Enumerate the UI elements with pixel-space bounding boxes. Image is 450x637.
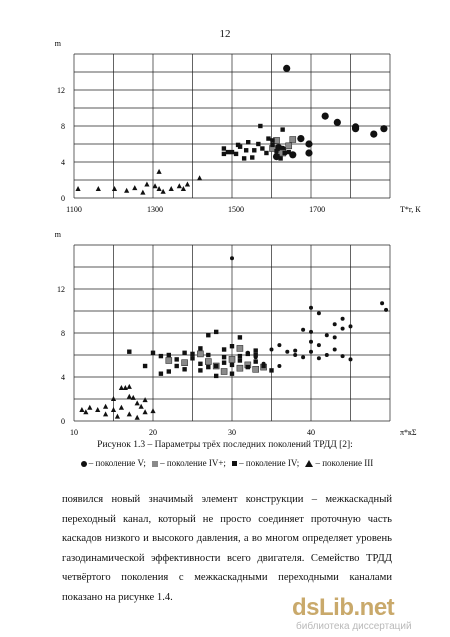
watermark-subtitle: библиотека диссертаций (296, 621, 412, 632)
data-point-square (222, 361, 226, 365)
data-point-triangle (75, 186, 80, 191)
data-point-triangle (135, 400, 140, 405)
data-point-square (175, 357, 179, 361)
data-point-square (230, 363, 234, 367)
x-tick-label: 1500 (228, 205, 245, 214)
data-point-triangle (156, 186, 161, 191)
data-point-circle (285, 350, 289, 354)
legend-gen-iii: – поколение III (315, 458, 374, 468)
data-point-circle (370, 131, 377, 138)
data-point-square (246, 365, 250, 369)
series-triangle (79, 384, 155, 420)
data-point-square (222, 347, 226, 351)
x-tick-label: 10 (70, 428, 78, 437)
y-tick-label: 0 (61, 194, 65, 203)
data-point-circle (333, 348, 337, 352)
data-point-circle (341, 354, 345, 358)
series-triangle (75, 169, 202, 195)
data-point-square (269, 368, 273, 372)
data-point-triangle (144, 182, 149, 187)
data-point-square (151, 351, 155, 355)
x-tick-label: 1700 (309, 205, 326, 214)
data-point-square (206, 333, 210, 337)
data-point-circle (341, 317, 345, 321)
data-point-circle (230, 256, 234, 260)
legend-gen-iv-plus: – поколение IV+; (160, 458, 226, 468)
data-point-triangle (127, 394, 132, 399)
data-point-circle (301, 328, 305, 332)
data-point-square (159, 372, 163, 376)
data-point-square (238, 145, 242, 149)
data-point-square (182, 367, 186, 371)
y-tick-label: 0 (61, 417, 65, 426)
data-point-triangle (135, 415, 140, 420)
body-text (62, 490, 392, 607)
data-point-square (198, 368, 202, 372)
data-point-triangle (181, 186, 186, 191)
y-axis-label: m (54, 39, 61, 48)
data-point-triangle (103, 404, 108, 409)
data-point-circle (380, 125, 387, 132)
y-tick-label: 4 (61, 158, 65, 167)
data-point-triangle (132, 185, 137, 190)
data-point-square (238, 358, 242, 362)
data-point-triangle (96, 186, 101, 191)
grid (74, 54, 390, 198)
data-point-square (206, 353, 210, 357)
data-point-circle (317, 343, 321, 347)
data-point-triangle (139, 404, 144, 409)
page-number: 12 (219, 28, 231, 40)
data-point-gray-square (205, 359, 211, 365)
data-point-circle (325, 333, 329, 337)
y-tick-label: 4 (61, 373, 65, 382)
data-point-circle (301, 355, 305, 359)
data-point-square (278, 156, 282, 160)
data-point-square (258, 124, 262, 128)
data-point-circle (283, 65, 290, 72)
data-point-triangle (156, 169, 161, 174)
data-point-triangle (169, 186, 174, 191)
data-point-triangle (111, 396, 116, 401)
data-point-circle (333, 322, 337, 326)
gray-square-marker-icon (152, 461, 158, 467)
x-axis-label: T*г, К (400, 205, 421, 214)
data-point-circle (293, 353, 297, 357)
body-paragraph: появился новый значимый элемент конструкции – межкаскадный переходный канал, который не просто соединяет проточную часть каскадов низкого и высокого давления, а во многом определяет уровень газодинамической эффективности всего двигателя. Семейство ТРДД четвёртого поколения с межкаскадными переходными каналами показано на рисунке 1.4. (62, 494, 392, 603)
data-point-square (190, 352, 194, 356)
data-point-square (254, 353, 258, 357)
data-point-triangle (127, 384, 132, 389)
legend-gen-iv: – поколение IV; (239, 458, 300, 468)
data-point-triangle (177, 183, 182, 188)
data-point-square (198, 346, 202, 350)
data-point-circle (349, 324, 353, 328)
data-point-square (246, 352, 250, 356)
x-tick-label: 1300 (147, 205, 164, 214)
chart-pressure-ratio-vs-bypass (44, 230, 417, 443)
data-point-square (252, 148, 256, 152)
x-axis-label: π*кΣ (400, 428, 417, 437)
data-point-circle (270, 348, 274, 352)
data-point-square (260, 146, 264, 150)
data-point-circle (325, 353, 329, 357)
data-point-square (159, 354, 163, 358)
data-point-square (182, 351, 186, 355)
data-point-square (198, 362, 202, 366)
data-point-square (266, 136, 270, 140)
data-point-circle (341, 327, 345, 331)
data-point-square (206, 365, 210, 369)
data-point-triangle (123, 385, 128, 390)
chart-temperature-vs-bypass (44, 39, 421, 220)
data-point-circle (322, 113, 329, 120)
data-point-triangle (161, 189, 166, 194)
data-point-triangle (95, 407, 100, 412)
data-point-square (214, 364, 218, 368)
data-point-square (270, 138, 274, 142)
data-point-square (282, 151, 286, 155)
triangle-marker-icon (305, 460, 313, 467)
data-point-square (274, 149, 278, 153)
grid (74, 245, 390, 421)
data-point-triangle (150, 408, 155, 413)
data-point-circle (317, 311, 321, 315)
data-point-square (238, 354, 242, 358)
y-tick-label: 8 (61, 122, 65, 131)
data-point-circle (297, 135, 304, 142)
data-point-triangle (103, 411, 108, 416)
data-point-circle (309, 306, 313, 310)
figure-caption: Рисунок 1.3 – Параметры трёх последних поколений ТРДД [2]: (97, 440, 353, 450)
data-point-circle (277, 364, 281, 368)
y-tick-label: 12 (57, 285, 65, 294)
data-point-triangle (127, 411, 132, 416)
x-tick-label: 40 (307, 428, 315, 437)
data-point-square (254, 359, 258, 363)
data-point-square (190, 356, 194, 360)
data-point-square (175, 364, 179, 368)
data-point-triangle (112, 186, 117, 191)
watermark-logo: dsLib.net (292, 594, 395, 621)
data-point-circle (309, 350, 313, 354)
data-point-square (230, 372, 234, 376)
data-point-square (143, 364, 147, 368)
data-point-square (226, 150, 230, 154)
data-point-square (214, 330, 218, 334)
data-point-triangle (115, 414, 120, 419)
data-point-square (167, 369, 171, 373)
data-point-gray-square (182, 360, 188, 366)
data-point-circle (380, 301, 384, 305)
data-point-circle (309, 330, 313, 334)
data-point-circle (352, 125, 359, 132)
data-point-triangle (87, 405, 92, 410)
data-point-square (127, 350, 131, 354)
data-point-square (244, 148, 248, 152)
data-point-square (234, 152, 238, 156)
data-point-circle (317, 356, 321, 360)
data-point-square (270, 143, 274, 147)
data-point-triangle (79, 407, 84, 412)
data-point-circle (349, 357, 353, 361)
data-point-gray-square (253, 366, 259, 372)
data-point-square (222, 152, 226, 156)
data-point-square (242, 156, 246, 160)
data-point-square (222, 146, 226, 150)
data-point-square (280, 127, 284, 131)
y-axis-label: m (54, 230, 61, 239)
data-point-square (222, 355, 226, 359)
data-point-circle (333, 335, 337, 339)
data-point-circle (305, 149, 312, 156)
data-point-square (254, 348, 258, 352)
y-tick-label: 12 (57, 86, 65, 95)
data-point-gray-square (286, 143, 292, 149)
data-point-square (250, 155, 254, 159)
data-point-circle (277, 343, 281, 347)
data-point-circle (293, 349, 297, 353)
data-point-square (214, 374, 218, 378)
square-marker-icon (232, 461, 237, 466)
data-point-circle (334, 119, 341, 126)
x-tick-label: 20 (149, 428, 157, 437)
y-tick-label: 8 (61, 329, 65, 338)
data-point-square (246, 140, 250, 144)
legend-gen-v: – поколение V; (88, 458, 146, 468)
data-point-square (264, 151, 268, 155)
data-point-gray-square (237, 365, 243, 371)
data-point-square (261, 364, 265, 368)
data-point-triangle (143, 409, 148, 414)
data-point-triangle (197, 175, 202, 180)
data-point-square (230, 150, 234, 154)
data-point-gray-square (229, 356, 235, 362)
data-point-gray-square (290, 137, 296, 143)
data-point-circle (309, 340, 313, 344)
data-point-triangle (124, 188, 129, 193)
data-point-square (287, 150, 291, 154)
data-point-gray-square (221, 369, 227, 375)
data-point-gray-square (237, 345, 243, 351)
data-point-triangle (111, 407, 116, 412)
circle-marker-icon (81, 461, 87, 467)
data-point-circle (384, 308, 388, 312)
data-point-triangle (185, 182, 190, 187)
data-point-triangle (131, 395, 136, 400)
data-point-gray-square (166, 358, 172, 364)
x-tick-label: 30 (228, 428, 236, 437)
series-gray-square (166, 345, 267, 374)
data-point-circle (305, 140, 312, 147)
data-point-square (167, 353, 171, 357)
data-point-triangle (119, 405, 124, 410)
watermark (292, 594, 448, 634)
data-point-gray-square (197, 351, 203, 357)
figure-legend (0, 458, 450, 468)
data-point-square (256, 142, 260, 146)
data-point-square (230, 344, 234, 348)
data-point-square (238, 335, 242, 339)
data-point-triangle (140, 190, 145, 195)
x-tick-label: 1100 (66, 205, 82, 214)
data-point-triangle (143, 397, 148, 402)
